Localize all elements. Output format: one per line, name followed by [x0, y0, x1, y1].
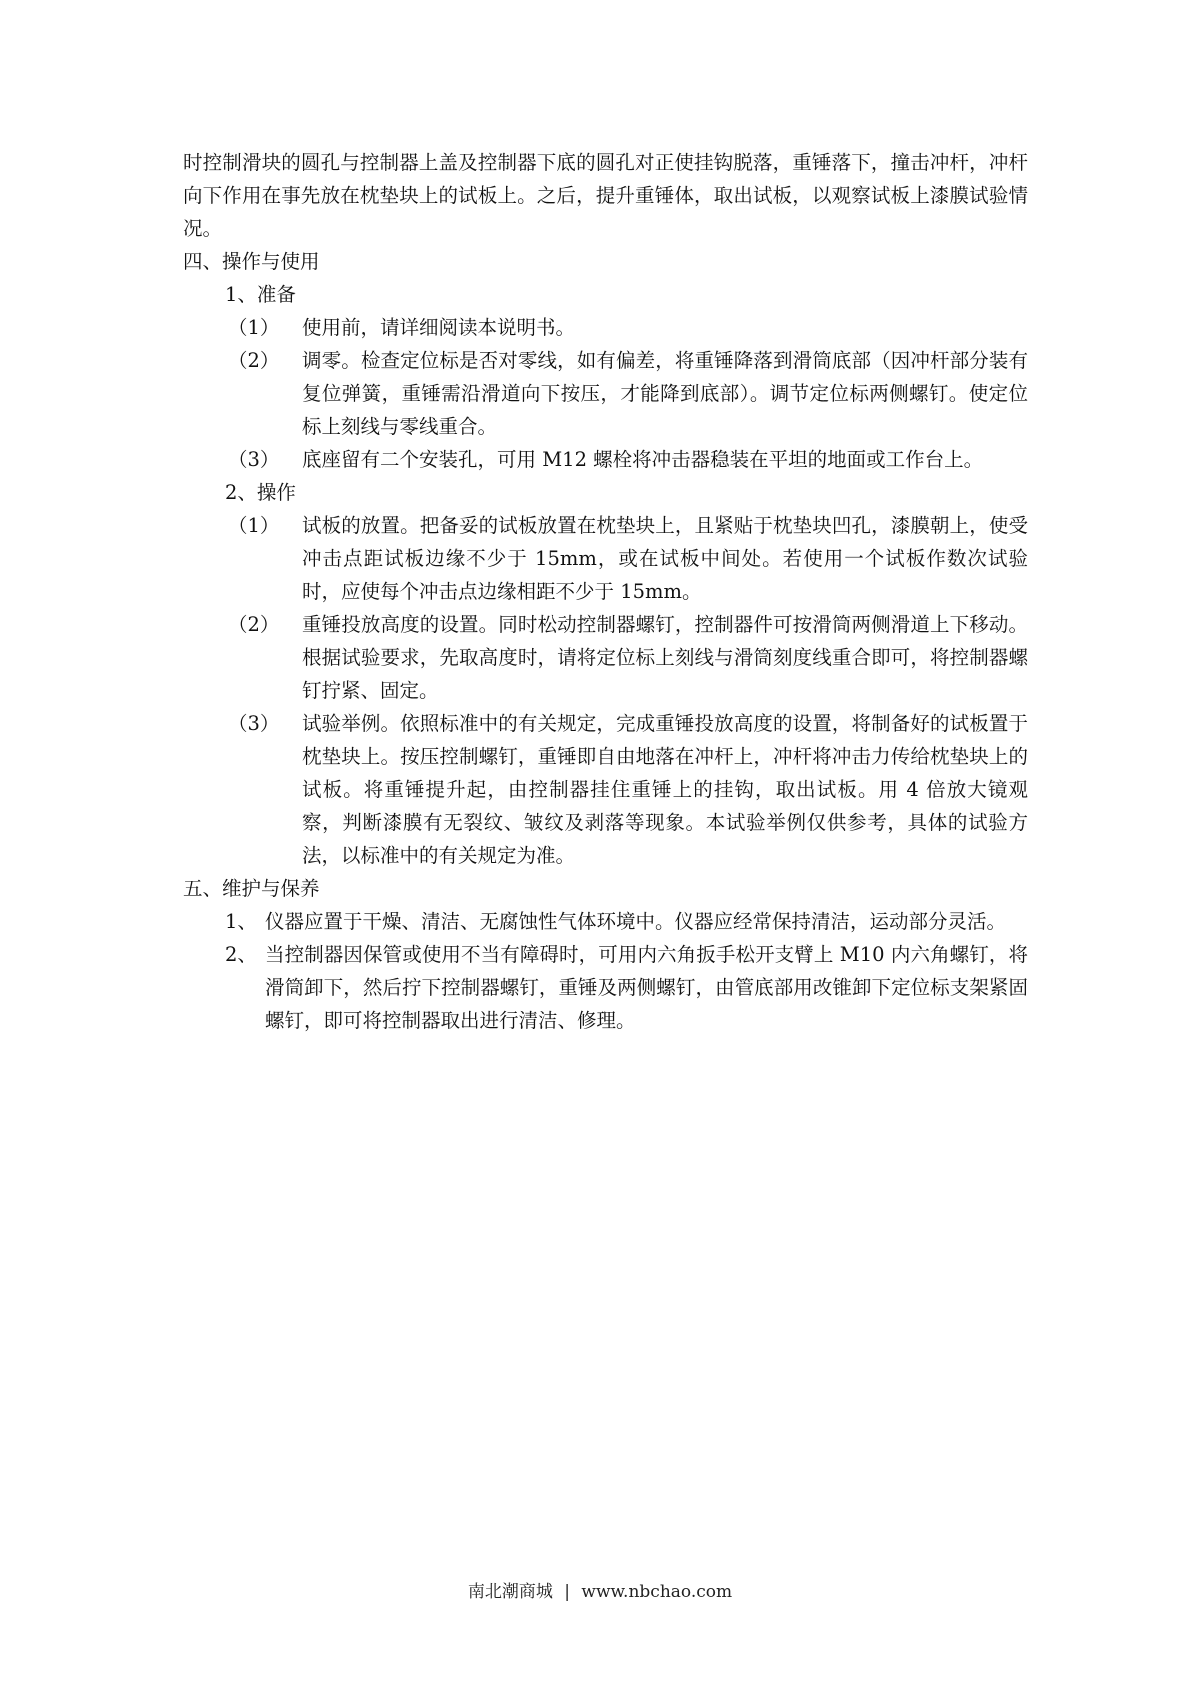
- list-item-number: （1）: [228, 316, 280, 339]
- list-item: [183, 938, 1028, 1037]
- document-body: [183, 146, 1028, 1037]
- list-item-text: 底座留有二个安装孔，可用 M12 螺栓将冲击器稳装在平坦的地面或工作台上。: [302, 448, 984, 471]
- intro-paragraph: 时控制滑块的圆孔与控制器上盖及控制器下底的圆孔对正使挂钩脱落，重锤落下，撞击冲杆，冲杆向下作用在事先放在枕垫块上的试板上。之后，提升重锤体，取出试板，以观察试板上漆膜试验情况。: [183, 151, 1028, 240]
- list-item-number: 2、: [225, 943, 257, 966]
- list-item: [183, 707, 1028, 872]
- list-item-number: 1、: [225, 910, 257, 933]
- list-item-number: （2）: [228, 349, 280, 372]
- footer-site-name: 南北潮商城: [467, 1582, 553, 1602]
- list-item-text: 当控制器因保管或使用不当有障碍时，可用内六角扳手松开支臂上 M10 内六角螺钉，将滑筒卸下，然后拧下控制器螺钉，重锤及两侧螺钉，由管底部用改锥卸下定位标支架紧固螺钉，即可将控制器取出进行清洁、修理。: [265, 943, 1028, 1032]
- list-item: [183, 509, 1028, 608]
- list-item-text: 使用前，请详细阅读本说明书。: [302, 316, 576, 339]
- section-4-heading: 四、操作与使用: [183, 250, 320, 273]
- page-footer: [0, 1580, 1200, 1604]
- list-item: [183, 344, 1028, 443]
- list-item-text: 试验举例。依照标准中的有关规定，完成重锤投放高度的设置，将制备好的试板置于枕垫块上。按压控制螺钉，重锤即自由地落在冲杆上，冲杆将冲击力传给枕垫块上的试板。将重锤提升起，由控制器挂住重锤上的挂钩，取出试板。用 4 倍放大镜观察，判断漆膜有无裂纹、皱纹及剥落等现象。本试验举例仅供参考，具体的试验方法，以标准中的有关规定为准。: [302, 712, 1028, 867]
- list-item-text: 重锤投放高度的设置。同时松动控制器螺钉，控制器件可按滑筒两侧滑道上下移动。根据试验要求，先取高度时，请将定位标上刻线与滑筒刻度线重合即可，将控制器螺钉拧紧、固定。: [302, 613, 1028, 702]
- list-item: [183, 608, 1028, 707]
- list-item: [183, 905, 1028, 938]
- operation-heading: 2、操作: [225, 481, 296, 504]
- footer-separator: |: [564, 1582, 571, 1602]
- footer-url[interactable]: www.nbchao.com: [581, 1582, 733, 1602]
- list-item-text: 调零。检查定位标是否对零线，如有偏差，将重锤降落到滑筒底部（因冲杆部分装有复位弹簧，重锤需沿滑道向下按压，才能降到底部）。调节定位标两侧螺钉。使定位标上刻线与零线重合。: [302, 349, 1028, 438]
- list-item: [183, 311, 1028, 344]
- prep-heading: 1、准备: [225, 283, 296, 306]
- list-item-number: （2）: [228, 613, 280, 636]
- section-5-heading: 五、维护与保养: [183, 877, 320, 900]
- list-item-number: （3）: [228, 712, 280, 735]
- list-item-number: （1）: [228, 514, 280, 537]
- list-item-text: 仪器应置于干燥、清洁、无腐蚀性气体环境中。仪器应经常保持清洁，运动部分灵活。: [265, 910, 1007, 933]
- list-item-number: （3）: [228, 448, 280, 471]
- list-item-text: 试板的放置。把备妥的试板放置在枕垫块上，且紧贴于枕垫块凹孔，漆膜朝上，使受冲击点距试板边缘不少于 15mm，或在试板中间处。若使用一个试板作数次试验时，应使每个冲击点边缘相距不少于 15mm。: [302, 514, 1028, 603]
- list-item: [183, 443, 1028, 476]
